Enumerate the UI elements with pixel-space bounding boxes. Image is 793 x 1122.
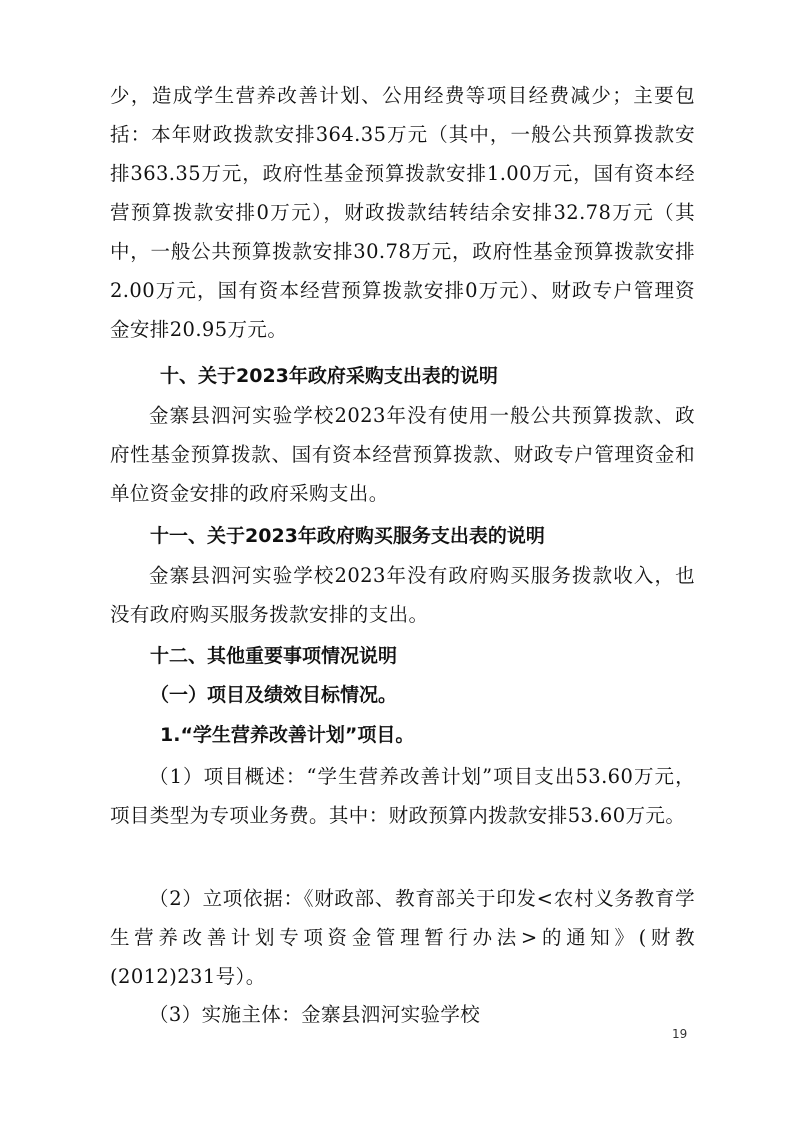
section-heading-10: 十、关于2023年政府采购支出表的说明: [160, 365, 498, 387]
page-number: 19: [672, 1027, 688, 1041]
section-heading-11: 十一、关于2023年政府购买服务支出表的说明: [150, 525, 545, 547]
section-11-paragraph: 金寨县泗河实验学校2023年没有政府购买服务拨款收入，也没有政府购买服务拨款安排的支出。: [110, 564, 695, 626]
project-overview-paragraph: （1）项目概述：“学生营养改善计划”项目支出53.60万元，项目类型为专项业务费。其中：财政预算内拨款安排53.60万元。: [110, 765, 695, 827]
project-basis-paragraph: （2）立项依据：《财政部、教育部关于印发<农村义务教育学生营养改善计划专项资金管理暂行办法>的通知》(财教(2012)231号）。: [110, 887, 695, 988]
budget-paragraph-continued: 少，造成学生营养改善计划、公用经费等项目经费减少；主要包括：本年财政拨款安排364.35万元（其中，一般公共预算拨款安排363.35万元，政府性基金预算拨款安排1.00万元，国有资本经营预算拨款安排0万元），财政拨款结转结余安排32.78万元（其中，一般公共预算拨款安排30.78万元，政府性基金预算拨款安排2.00万元，国有资本经营预算拨款安排0万元）、财政专户管理资金安排20.95万元。: [110, 84, 695, 341]
section-heading-12: 十二、其他重要事项情况说明: [150, 645, 398, 667]
project-subject-paragraph: （3）实施主体：金寨县泗河实验学校: [149, 1003, 481, 1026]
subsection-heading-1: （一）项目及绩效目标情况。: [150, 684, 398, 706]
project-heading-1: 1.“学生营养改善计划”项目。: [160, 724, 415, 746]
section-10-paragraph: 金寨县泗河实验学校2023年没有使用一般公共预算拨款、政府性基金预算拨款、国有资本经营预算拨款、财政专户管理资金和单位资金安排的政府采购支出。: [110, 404, 695, 505]
